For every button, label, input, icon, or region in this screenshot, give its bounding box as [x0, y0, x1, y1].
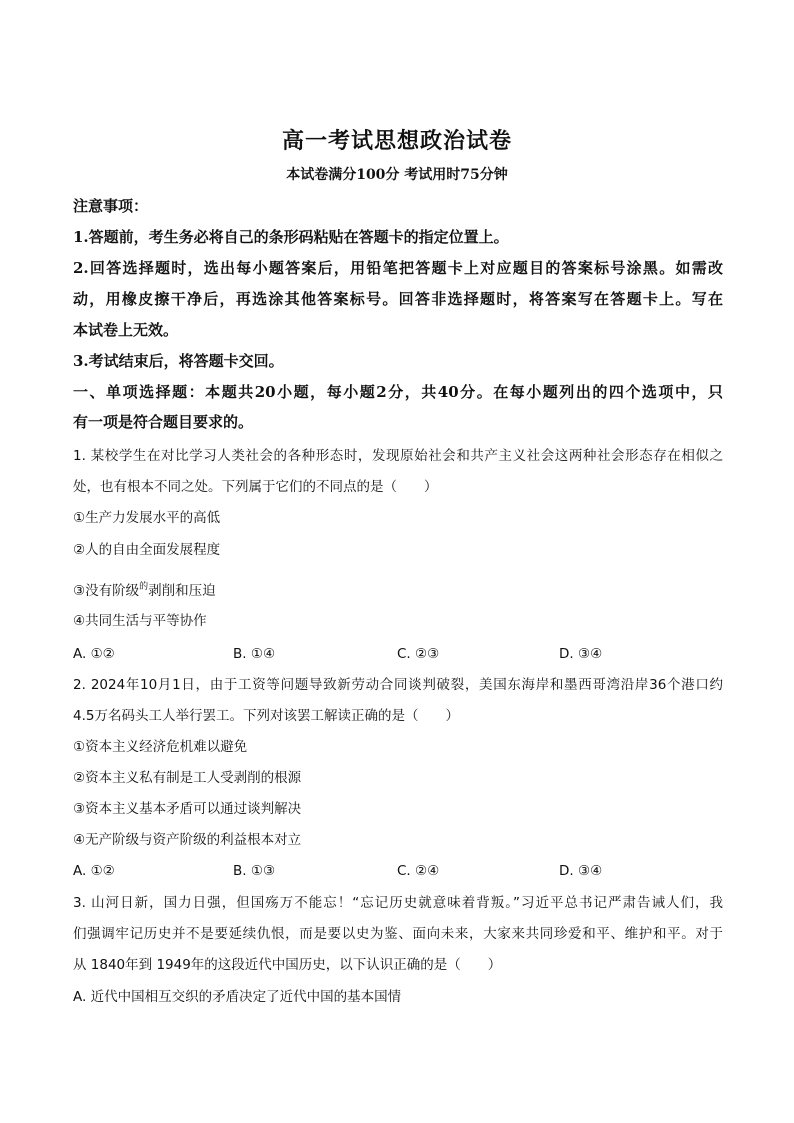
- section-heading-line-2: 有一项是符合题目要求的。: [73, 413, 254, 431]
- q2-option-a: A. ①②: [73, 863, 115, 879]
- q1-options: [73, 644, 723, 664]
- exam-subtitle: 本试卷满分100分 考试用时75分钟: [286, 167, 508, 183]
- q1-item-3-pre: ③没有阶级: [73, 583, 140, 599]
- section-heading-line-1: 一、单项选择题：本题共20小题，每小题2分，共40分。在每小题列出的四个选项中，只: [73, 383, 723, 401]
- q2-option-b: B. ①③: [233, 863, 276, 879]
- q2-item-2: ②资本主义私有制是工人受剥削的根源: [73, 770, 302, 786]
- q1-stem-line-1: 1. 某校学生在对比学习人类社会的各种形态时，发现原始社会和共产主义社会这两种社会形态存在相似之: [73, 448, 723, 464]
- q1-item-3-sup: 的: [139, 582, 149, 592]
- q2-option-c: C. ②④: [397, 863, 440, 879]
- q1-item-3-post: 剥削和压迫: [148, 583, 216, 599]
- q2-options: [73, 861, 723, 881]
- note-item-3: 3.考试结束后，将答题卡交回。: [73, 352, 284, 370]
- notes-heading: 注意事项：: [73, 197, 149, 215]
- q3-option-a: A. 近代中国相互交织的矛盾决定了近代中国的基本国情: [73, 989, 402, 1005]
- note-item-2-line-2: 动，用橡皮擦干净后，再选涂其他答案标号。回答非选择题时，将答案写在答题卡上。写在: [73, 290, 723, 308]
- q2-item-1: ①资本主义经济危机难以避免: [73, 739, 248, 755]
- note-item-2-line-1: 2.回答选择题时，选出每小题答案后，用铅笔把答题卡上对应题目的答案标号涂黑。如需改: [73, 259, 723, 277]
- q1-option-d: D. ③④: [559, 646, 603, 662]
- q1-stem-line-2: 处，也有根本不同之处。下列属于它们的不同点的是（ ）: [73, 479, 438, 495]
- q1-option-a: A. ①②: [73, 646, 115, 662]
- note-item-1: 1.答题前，考生务必将自己的条形码粘贴在答题卡的指定位置上。: [73, 228, 509, 246]
- q2-option-d: D. ③④: [559, 863, 603, 879]
- q2-item-3: ③资本主义基本矛盾可以通过谈判解决: [73, 801, 302, 817]
- q2-stem-line-2: 4.5万名码头工人举行罢工。下列对该罢工解读正确的是（ ）: [73, 708, 459, 724]
- q1-item-1: ①生产力发展水平的高低: [73, 510, 221, 526]
- q3-stem-line-3: 从 1840年到 1949年的这段近代中国历史，以下认识正确的是（ ）: [73, 957, 502, 973]
- q1-item-4: ④共同生活与平等协作: [73, 613, 207, 629]
- q1-option-c: C. ②③: [397, 646, 440, 662]
- q3-stem-line-1: 3. 山河日新，国力日强，但国殇万不能忘！“忘记历史就意味着背叛。”习近平总书记严肃告诫人们，我: [73, 895, 723, 911]
- q2-item-4: ④无产阶级与资产阶级的利益根本对立: [73, 832, 302, 848]
- q3-stem-line-2: 们强调牢记历史并不是要延续仇恨，而是要以史为鉴、面向未来，大家来共同珍爱和平、维护和平。对于: [73, 926, 723, 942]
- exam-title: 高一考试思想政治试卷: [281, 128, 512, 154]
- q2-stem-line-1: 2. 2024年10月1日，由于工资等问题导致新劳动合同谈判破裂，美国东海岸和墨西哥湾沿岸36个港口约: [73, 677, 723, 693]
- q1-item-3: [73, 577, 723, 601]
- note-item-2-line-3: 本试卷上无效。: [73, 321, 179, 339]
- q1-option-b: B. ①④: [233, 646, 276, 662]
- q1-item-2: ②人的自由全面发展程度: [73, 542, 221, 558]
